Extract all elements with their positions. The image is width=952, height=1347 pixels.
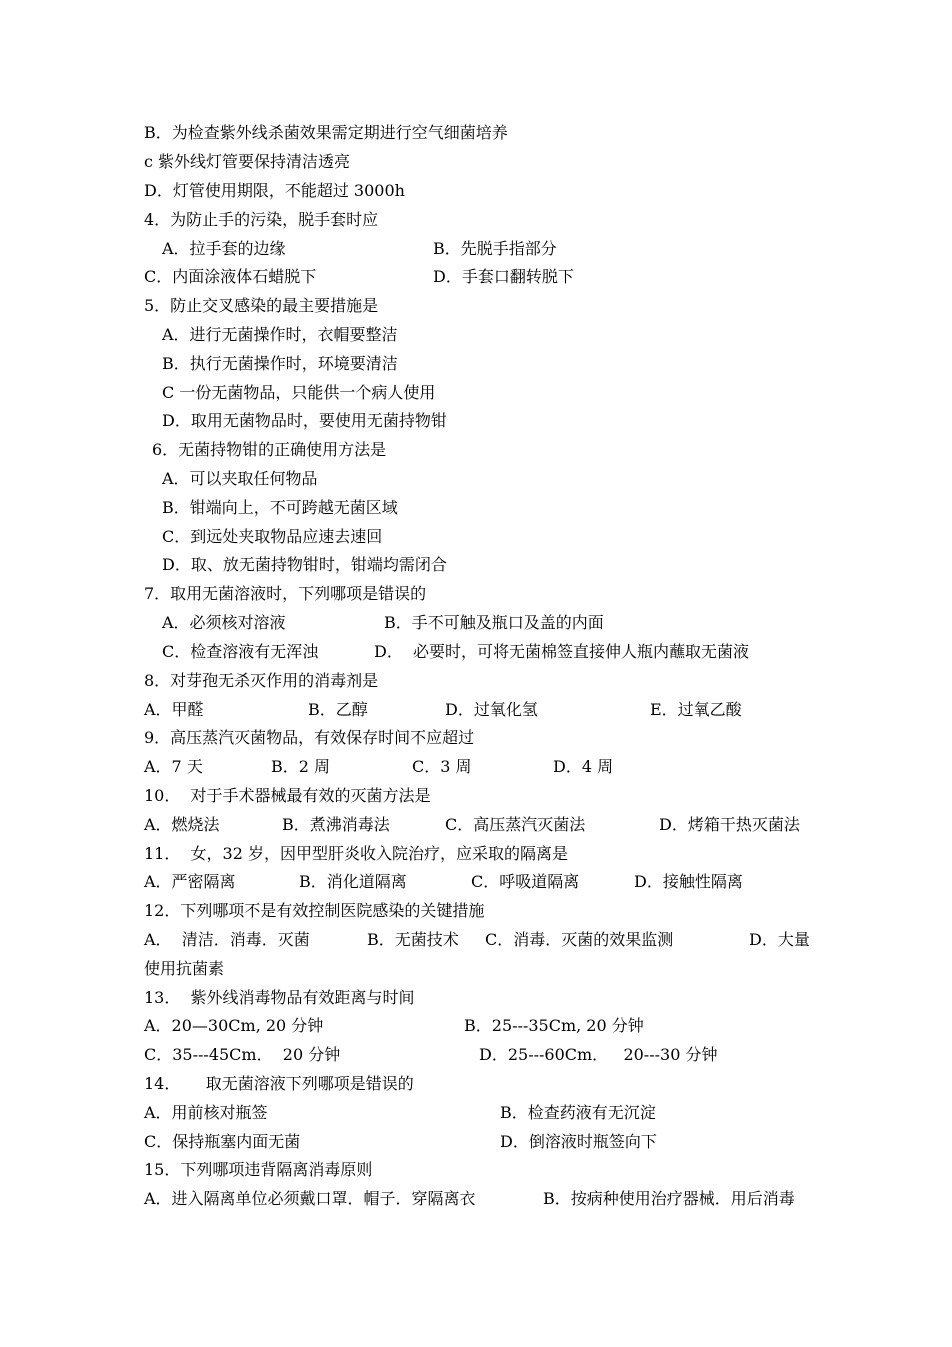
q9-option-a: A．7 天 <box>144 757 203 776</box>
q4-option-d: D．手套口翻转脱下 <box>433 267 574 286</box>
q7-option-b: B．手不可触及瓶口及盖的内面 <box>384 613 604 632</box>
question-8: 8．对芽孢无杀灭作用的消毒剂是 <box>144 671 379 690</box>
q12-option-a: A． 清洁．消毒．灭菌 <box>144 930 310 949</box>
q10-option-a: A．燃烧法 <box>144 815 220 834</box>
q11-option-c: C．呼吸道隔离 <box>471 872 580 891</box>
q14-options-row1 <box>144 1098 656 1127</box>
q15-options-row1 <box>144 1184 795 1213</box>
question-15: 15．下列哪项违背隔离消毒原则 <box>144 1160 373 1179</box>
question-9: 9．高压蒸汽灭菌物品，有效保存时间不应超过 <box>144 728 475 747</box>
q15-option-b: B．按病种使用治疗器械．用后消毒 <box>543 1189 795 1208</box>
question-6: 6．无菌持物钳的正确使用方法是 <box>152 440 387 459</box>
q11-option-b: B．消化道隔离 <box>299 872 407 891</box>
q13-option-c: C．35---45Cm． 20 分钟 <box>144 1045 341 1064</box>
q8-option-d: D．过氧化氢 <box>445 700 538 719</box>
q3-option-c: c 紫外线灯管要保持清洁透亮 <box>144 152 351 171</box>
question-11: 11． 女，32 岁，因甲型肝炎收入院治疗，应采取的隔离是 <box>144 844 568 863</box>
question-7: 7．取用无菌溶液时，下列哪项是错误的 <box>144 584 427 603</box>
q9-option-c: C．3 周 <box>412 757 472 776</box>
q7-options-row1 <box>162 608 604 637</box>
q10-options <box>144 810 800 839</box>
q7-options-row2 <box>162 637 750 666</box>
question-10: 10． 对于手术器械最有效的灭菌方法是 <box>144 786 431 805</box>
q12-option-d-continued: 使用抗菌素 <box>144 959 225 978</box>
q9-option-d: D．4 周 <box>553 757 614 776</box>
q14-option-a: A．用前核对瓶签 <box>144 1103 268 1122</box>
q13-options-row1 <box>144 1011 644 1040</box>
q7-option-c: C．检查溶液有无浑浊 <box>162 642 319 661</box>
q4-options-row1 <box>162 234 557 263</box>
q10-option-d: D．烤箱干热灭菌法 <box>659 815 800 834</box>
q14-option-c: C．保持瓶塞内面无菌 <box>144 1132 301 1151</box>
question-5: 5．防止交叉感染的最主要措施是 <box>144 296 379 315</box>
q7-option-a: A．必须核对溶液 <box>162 613 286 632</box>
q9-option-b: B．2 周 <box>271 757 331 776</box>
q5-option-a: A．进行无菌操作时，衣帽要整洁 <box>162 325 398 344</box>
q3-option-b: B．为检查紫外线杀菌效果需定期进行空气细菌培养 <box>144 123 508 142</box>
q7-option-d: D． 必要时，可将无菌棉签直接伸人瓶内蘸取无菌液 <box>374 642 750 661</box>
q11-option-a: A．严密隔离 <box>144 872 236 891</box>
q4-option-c: C．内面涂液体石蜡脱下 <box>144 267 317 286</box>
q14-options-row2 <box>144 1127 657 1156</box>
q5-option-c: C 一份无菌物品，只能供一个病人使用 <box>162 383 436 402</box>
question-13: 13． 紫外线消毒物品有效距离与时间 <box>144 988 415 1007</box>
q8-option-e: E．过氧乙酸 <box>650 700 742 719</box>
q8-options <box>144 695 742 724</box>
q12-options <box>144 925 810 954</box>
q12-option-b: B．无菌技术 <box>367 930 459 949</box>
q5-option-d: D．取用无菌物品时，要使用无菌持物钳 <box>162 411 447 430</box>
q10-option-c: C．高压蒸汽灭菌法 <box>445 815 586 834</box>
q6-option-d: D．取、放无菌持物钳时，钳端均需闭合 <box>162 555 447 574</box>
q8-option-a: A．甲醛 <box>144 700 204 719</box>
q12-option-d: D．大量 <box>749 930 810 949</box>
q4-options-row2 <box>144 262 574 291</box>
q12-option-c: C．消毒．灭菌的效果监测 <box>485 930 674 949</box>
q6-option-b: B．钳端向上，不可跨越无菌区域 <box>162 498 398 517</box>
q4-option-a: A．拉手套的边缘 <box>162 239 286 258</box>
q5-option-b: B．执行无菌操作时，环境要清洁 <box>162 354 398 373</box>
q13-option-a: A．20—30Cm, 20 分钟 <box>144 1016 324 1035</box>
q4-option-b: B．先脱手指部分 <box>433 239 557 258</box>
question-4: 4．为防止手的污染，脱手套时应 <box>144 210 379 229</box>
q14-option-b: B．检查药液有无沉淀 <box>500 1103 656 1122</box>
q8-option-b: B．乙醇 <box>308 700 368 719</box>
q13-options-row2 <box>144 1040 718 1069</box>
q11-options <box>144 867 743 896</box>
question-14: 14． 取无菌溶液下列哪项是错误的 <box>144 1074 414 1093</box>
q6-option-a: A．可以夹取任何物品 <box>162 469 318 488</box>
q14-option-d: D．倒溶液时瓶签向下 <box>500 1132 657 1151</box>
q3-option-d: D．灯管使用期限，不能超过 3000h <box>144 181 405 200</box>
question-12: 12．下列哪项不是有效控制医院感染的关键措施 <box>144 901 485 920</box>
q13-option-d: D．25---60Cm． 20---30 分钟 <box>479 1045 718 1064</box>
q15-option-a: A．进入隔离单位必须戴口罩．帽子．穿隔离衣 <box>144 1189 476 1208</box>
q6-option-c: C．到远处夹取物品应速去速回 <box>162 527 383 546</box>
q11-option-d: D．接触性隔离 <box>634 872 743 891</box>
q13-option-b: B．25---35Cm, 20 分钟 <box>464 1016 644 1035</box>
q10-option-b: B．煮沸消毒法 <box>282 815 390 834</box>
q9-options <box>144 752 614 781</box>
